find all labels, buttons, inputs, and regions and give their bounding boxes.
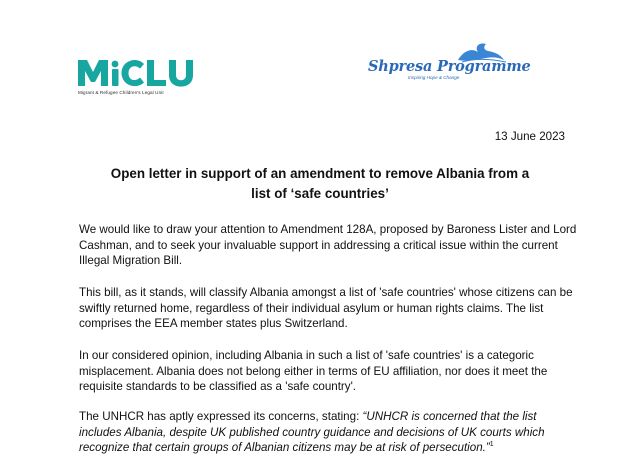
miclu-caption: Migrant & Refugee Children's Legal Unit — [78, 90, 164, 95]
paragraph-opinion: In our considered opinion, including Albania in such a list of 'safe countries' is a categoric misplacement. Albania does not belong either in terms of EU affiliation, nor does it meet the requisite standards to be classified as a 'safe country'. — [79, 349, 548, 393]
shpresa-name: Shpresa Programme — [368, 58, 531, 75]
paragraph-bill: This bill, as it stands, will classify Albania amongst a list of 'safe countries' whose citizens can be swiftly returned home, regardless of their individual asylum or human rights claims. The list comprises the EEA member states plus Switzerland. — [79, 286, 573, 330]
letter-date: 13 June 2023 — [494, 130, 565, 143]
footnote-marker[interactable]: 1 — [489, 441, 494, 449]
letter-title-line-1: Open letter in support of an amendment to remove Albania from a — [110, 166, 530, 181]
unhcr-intro: The UNHCR has aptly expressed its concerns, stating: — [79, 410, 363, 423]
miclu-wordmark — [76, 56, 198, 90]
unhcr-quote: “UNHCR is concerned that the list includes Albania, despite UK published country guidance and decisions of UK courts which recognize that certain groups of Albanian citizens may be at risk of persecution.” — [79, 410, 545, 454]
miclu-logo — [76, 56, 206, 100]
letter-title — [60, 164, 580, 204]
shpresa-logo — [368, 42, 531, 88]
paragraph-amendment: We would like to draw your attention to Amendment 128A, proposed by Baroness Lister and Lord Cashman, and to seek your invaluable support in addressing a critical issue within the current Illegal Migration Bill. — [79, 223, 577, 267]
letter-title-line-2: list of ‘safe countries’ — [251, 186, 389, 201]
shpresa-tagline: Inspiring Hope & Change — [408, 75, 460, 80]
paragraph-unhcr — [79, 409, 579, 456]
